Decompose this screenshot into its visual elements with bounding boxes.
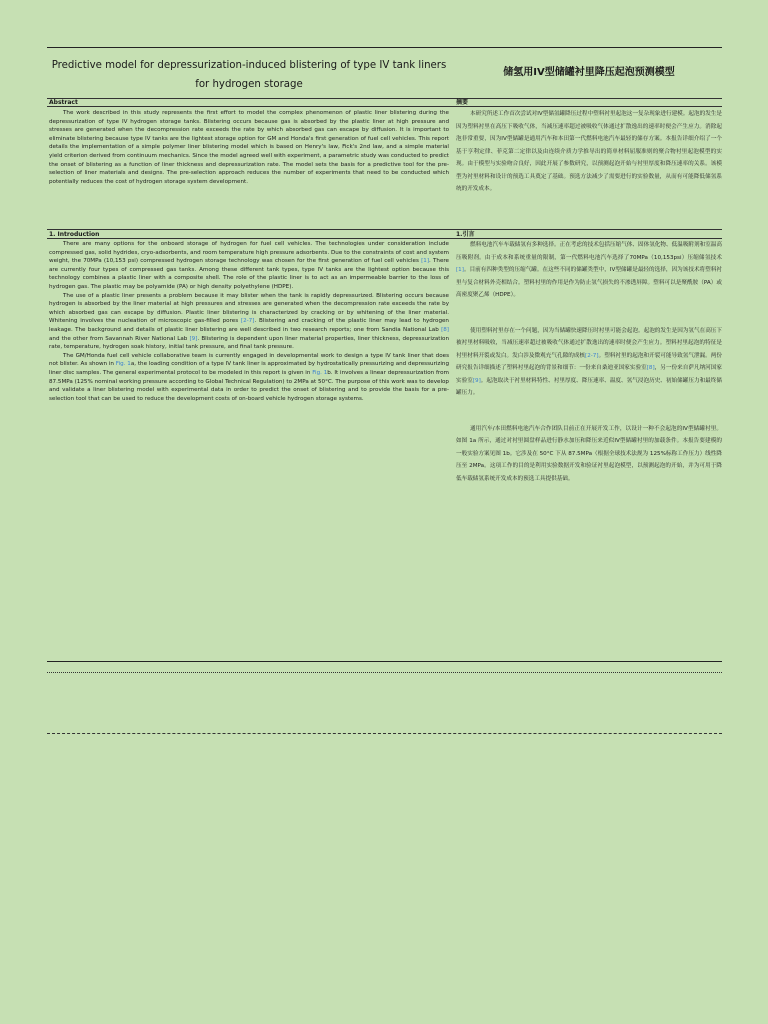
abstract-text-chinese: 本研究所述工作首次尝试对IV型储氢罐降压过程中塑料衬里起泡这一复杂现象进行建模。起泡的发生是因为塑料衬里在高压下吸收气体，当减压速率超过被吸收气体通过扩散逸出的速率时便会产生应力。消除起泡非常重要，因为IV型储罐是通用汽车和本田第一代燃料电池汽车最轻的储存方案。本报告详细介绍了一个基于亨利定律、菲克第二定律以及由连续介质力学推导出的简单材料屈服准则的聚合物衬里起泡模型的实现。由于模型与实验吻合良好，因此开展了参数研究，以预测起泡开始与衬里厚度和降压速率的关系。该模型为衬里材料和设计的预选工具奠定了基础。预选方法减少了需要进行的实验数量，从而有可能降低储氢系统的开发成本。 [456, 111, 722, 192]
reference-link[interactable]: [2-7] [240, 318, 255, 325]
paragraph-text: 通用汽车/本田燃料电池汽车合作团队目前正在开展开发工作，以设计一种不会起泡的IV型储罐衬里。如图 1a 所示，通过对衬里圆盘样品进行静水加压和降压来近似IV型储罐衬里的加载条件。本报告要建模的一般实验方案见图 1b。它涉及在 50°C 下从 87.5MPa（根据全球技术法规为 125%标称工作压力）线性降压至 2MPa。这项工作的目的是利用实验数据开发和验证衬里起泡模型，以预测起泡的开始，并为可用于降低车载储氢系统开发成本的预选工具提供基础。 [456, 425, 722, 482]
reference-link[interactable]: [9] [189, 335, 198, 342]
reference-link[interactable]: [2-7] [585, 352, 599, 359]
abstract-heading-chinese: 摘要 [456, 99, 469, 106]
paragraph-text: and the other from Savannah River National Lab [49, 335, 190, 342]
intro-paragraph-en-1 [49, 240, 449, 292]
paper-title-chinese: 储氢用IV型储罐衬里降压起泡预测模型 [503, 67, 675, 78]
intro-top-rule [47, 229, 722, 230]
footnote-rule [47, 672, 722, 673]
paragraph-text: The use of a plastic liner presents a problem because it may blister when the tank is rapidly depressurized. Blistering occurs because hydrogen is absorbed by the liner material at high pressures and stresses are generated when the decompression rate exceeds the rate by which absorbed gas can escape by diffusion. Plastic liner blistering is characterized by cracking or by whitening of the liner material. Whitening involves the nucleation of microscopic gas-filled pores [49, 292, 449, 325]
paragraph-text: ，另一份来自萨凡纳河国家实验室 [456, 365, 722, 384]
top-rule [47, 47, 722, 48]
paragraph-text: . Blistering is dependent upon liner material properties, liner thickness, depressurization rate, temperature, hydrogen soak history, initial tank pressure, and final tank pressure. [49, 335, 449, 351]
abstract-text-english: The work described in this study represents the first effort to model the complex phenomenon of plastic liner blistering during the depressurization of type IV hydrogen storage tanks. Blistering occurs because gas is absorbed by the plastic liner at high pressure and stresses are generated when the decompression rate exceeds the rate by which absorbed gas can escape by diffusion. It is important to eliminate blistering because type IV tanks are the lightest storage option for GM and Honda's first generation of fuel cell vehicles. This report details the implementation of a simple polymer liner blistering model which is based on Henry's law, Fick's 2nd law, and a simple material yield criterion derived from continuum mechanics. Since the model agreed well with experiment, a parametric study was conducted to predict the onset of blistering as a function of liner thickness and depressurization rate. The model sets the basis for a predictive tool for the pre-selection of liner materials and designs. The pre-selection approach reduces the number of experiments that need to be conducted which potentially reduces the cost of hydrogen storage system development. [49, 110, 449, 185]
intro-heading-chinese: 1.引言 [456, 231, 475, 238]
paragraph-text: The GM/Honda fuel cell vehicle collaborative team is currently engaged in developmental work to design a type IV tank liner that does not blister. As shown in [49, 352, 449, 368]
paper-title-english: Predictive model for depressurization-induced blistering of type IV tank liners for hydrogen storage [51, 60, 447, 90]
paragraph-text: a, the loading condition of a type IV tank liner is approximated by hydrostatically pressurizing and depressurizing liner disc samples. The general experimental protocol to be modeled in this report is given in [49, 361, 449, 376]
reference-link[interactable]: [8] [646, 365, 655, 371]
paragraph-text: There are many options for the onboard storage of hydrogen for fuel cell vehicles. The technologies under consideration include compressed gas, solid hydrides, cryo-adsorbents, and room temperature high pressure adsorbents. Due to the constraints of cost and system weight, the 70MPa (10,153 psi) compressed hydrogen storage technology was chosen for the first generation of fuel cell vehicles [49, 241, 449, 265]
paragraph-text: . There are currently four types of compressed gas tanks. Among these different tank types, type IV tanks are the lightest option because this technology combines a plastic liner with a composite shell. The role of the plastic liner is to act as an impermeable barrier to the loss of hydrogen gas. The plastic may be polyamide (PA) or high density polyethylene (HDPE). [49, 258, 450, 290]
intro-paragraph-zh-3 [456, 423, 722, 486]
paragraph-text: 使用塑料衬里存在一个问题，因为当储罐快速降压时衬里可能会起泡。起泡的发生是因为氢气在高压下被衬里材料吸收，当减压速率超过被吸收气体通过扩散逸出的速率时便会产生应力。塑料衬里起泡的特征是衬里材料开裂或发白。发白涉及微观充气孔隙的成核 [456, 327, 722, 359]
paragraph-text: b. It involves a linear depressurization from 87.5MPa (125% nominal working pressure according to Global Technical Regulation) to 2MPa at 50°C. The purpose of this work was to develop and validate a liner blistering model with experimental data in order to predict the onset of blistering and to provide the basis for a pre-selection tool that can be used to reduce the development costs of on-board vehicle hydrogen storage systems. [49, 369, 449, 402]
paragraph-text: . Blistering and cracking of the plastic liner may lead to hydrogen leakage. The background and details of plastic liner blistering are well described in two research reports; one from Sandia National Lab [49, 318, 449, 333]
reference-link[interactable]: Fig. 1 [115, 361, 131, 368]
paragraph-text: 。起泡取决于衬里材料特性、衬里厚度、降压速率、温度、氢气浸泡历史、初始储罐压力和最终储罐压力。 [456, 377, 722, 396]
intro-paragraph-zh-1 [456, 239, 722, 302]
intro-heading-english: 1. Introduction [49, 231, 100, 238]
paragraph-text: 。塑料衬里的起泡和开裂可能导致氢气泄漏。两份研究报告详细描述了塑料衬里起泡的背景和细节：一份来自桑迪亚国家实验室 [456, 352, 722, 371]
reference-link[interactable]: [8] [441, 326, 449, 333]
intro-paragraph-en-2 [49, 292, 449, 352]
reference-link[interactable]: [9] [472, 377, 481, 384]
reference-link[interactable]: [1] [421, 258, 430, 265]
intro-paragraph-en-3 [49, 352, 449, 404]
abstract-heading-english: Abstract [49, 99, 78, 106]
bottom-rule [47, 661, 722, 662]
reference-link[interactable]: Fig. 1 [312, 369, 328, 376]
paragraph-text: 燃料电池汽车车载储氢有多种选择。正在考虑的技术包括压缩气体、固体氢化物、低温吸附剂和室温高压吸附剂。由于成本和系统重量的限制，第一代燃料电池汽车选择了70MPa（10,153psi）压缩储氢技术 [456, 242, 722, 261]
paragraph-text: 。目前有四种类型的压缩气罐。在这些不同的储罐类型中，IV型储罐是最轻的选择，因为该技术将塑料衬里与复合材料外壳相结合。塑料衬里的作用是作为防止氢气损失的不渗透屏障。塑料可以是聚酰胺（PA）或高密度聚乙烯（HDPE）。 [456, 267, 722, 298]
reference-link[interactable]: [1] [456, 267, 464, 273]
intro-body-english [49, 240, 449, 403]
page-end-rule [47, 733, 722, 734]
intro-paragraph-zh-2 [456, 325, 722, 400]
intro-body-chinese [456, 239, 722, 485]
